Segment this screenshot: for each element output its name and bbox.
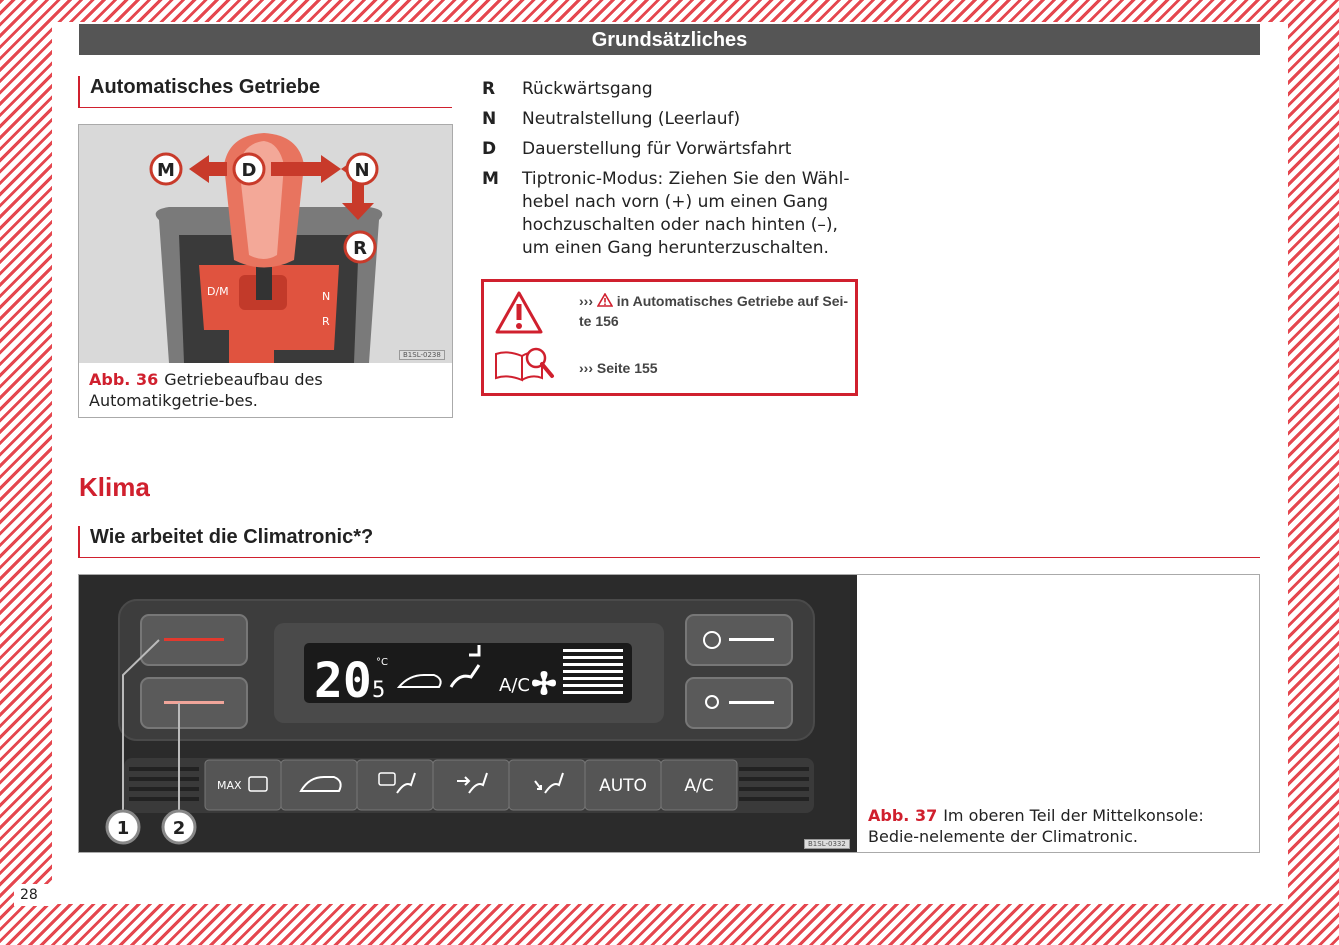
gear-selector-illustration <box>79 125 452 363</box>
definition-text: Rückwärtsgang <box>522 79 653 99</box>
klima-heading: Klima <box>79 472 150 502</box>
figure-36 <box>78 124 453 418</box>
svg-text:AUTO: AUTO <box>599 776 647 796</box>
gate-label-r: R <box>322 315 330 328</box>
svg-text:2: 2 <box>172 818 186 839</box>
figure-36-caption <box>89 369 444 411</box>
definition-row <box>482 78 862 101</box>
definition-text: Dauerstellung für Vorwärtsfahrt <box>522 139 792 159</box>
auto-button[interactable] <box>585 760 661 810</box>
gear-label-r <box>345 232 375 262</box>
svg-text:5: 5 <box>372 678 386 703</box>
svg-text:R: R <box>353 238 367 259</box>
windshield-airflow-button[interactable] <box>357 760 433 810</box>
fan-up-button[interactable] <box>686 615 792 665</box>
warning-reference[interactable]: ››› in Automatisches Getriebe auf Sei- te 156 <box>579 293 849 329</box>
figure-37 <box>78 574 1260 853</box>
svg-text:A/C: A/C <box>684 776 714 796</box>
definition-text: Tiptronic-Modus: Ziehen Sie den Wähl-hebel nach vorn (+) um einen Gang hochzuschalten oder nach hinten (–), um einen Gang herunterzuschalten. <box>522 169 850 258</box>
small-warning-icon <box>597 293 613 307</box>
svg-text:1: 1 <box>116 818 130 839</box>
gear-label-n <box>347 154 377 184</box>
figure-label: Abb. 37 <box>868 806 938 825</box>
figure-caption-text: Getriebeaufbau des Automatikgetrie-bes. <box>89 370 323 410</box>
definition-key: N <box>482 109 497 129</box>
max-defrost-button[interactable] <box>205 760 281 810</box>
warning-triangle-icon <box>494 290 544 336</box>
page-reference-link[interactable]: ››› Seite 155 <box>579 360 658 376</box>
section-title-getriebe: Automatisches Getriebe <box>78 76 452 108</box>
definition-row <box>482 108 862 131</box>
ac-button[interactable] <box>661 760 737 810</box>
svg-text:N: N <box>354 160 370 181</box>
footwell-airflow-button[interactable] <box>509 760 585 810</box>
gear-label-d <box>234 154 264 184</box>
svg-text:M: M <box>157 160 175 181</box>
recirculation-button[interactable] <box>281 760 357 810</box>
figure-caption-text: Im oberen Teil der Mittelkonsole: Bedie-nelemente der Climatronic. <box>868 806 1204 846</box>
svg-text:°C: °C <box>376 657 388 668</box>
temp-down-button[interactable] <box>141 678 247 728</box>
svg-text:D: D <box>241 160 257 181</box>
figure-37-caption <box>868 805 1248 847</box>
callout-2 <box>163 811 195 843</box>
image-code: B1SL-0238 <box>399 350 445 360</box>
chapter-header: Grundsätzliches <box>79 24 1260 55</box>
svg-text:20: 20 <box>314 653 372 709</box>
gear-label-m <box>151 154 181 184</box>
climatronic-panel-illustration <box>79 575 857 852</box>
gate-label-dm: D/M <box>207 285 229 298</box>
temperature-readout <box>314 653 388 709</box>
image-code: B1SL-0332 <box>804 839 850 849</box>
definition-row <box>482 138 862 161</box>
definition-row <box>482 168 862 260</box>
fan-down-button[interactable] <box>686 678 792 728</box>
svg-text:MAX: MAX <box>217 779 242 792</box>
upper-airflow-button[interactable] <box>433 760 509 810</box>
book-magnifier-icon <box>492 344 556 384</box>
temp-up-button[interactable] <box>141 615 247 665</box>
callout-1 <box>107 811 139 843</box>
display-ac-label: A/C <box>499 675 530 696</box>
figure-label: Abb. 36 <box>89 370 159 389</box>
warning-box <box>481 279 858 396</box>
page-number: 28 <box>14 884 52 906</box>
definition-text: Neutralstellung (Leerlauf) <box>522 109 741 129</box>
gear-definition-list <box>482 78 862 267</box>
definition-key: D <box>482 139 497 159</box>
gate-label-n: N <box>322 290 331 303</box>
definition-key: M <box>482 169 499 189</box>
section-title-climatronic: Wie arbeitet die Climatronic*? <box>78 526 1260 558</box>
definition-key: R <box>482 79 496 99</box>
